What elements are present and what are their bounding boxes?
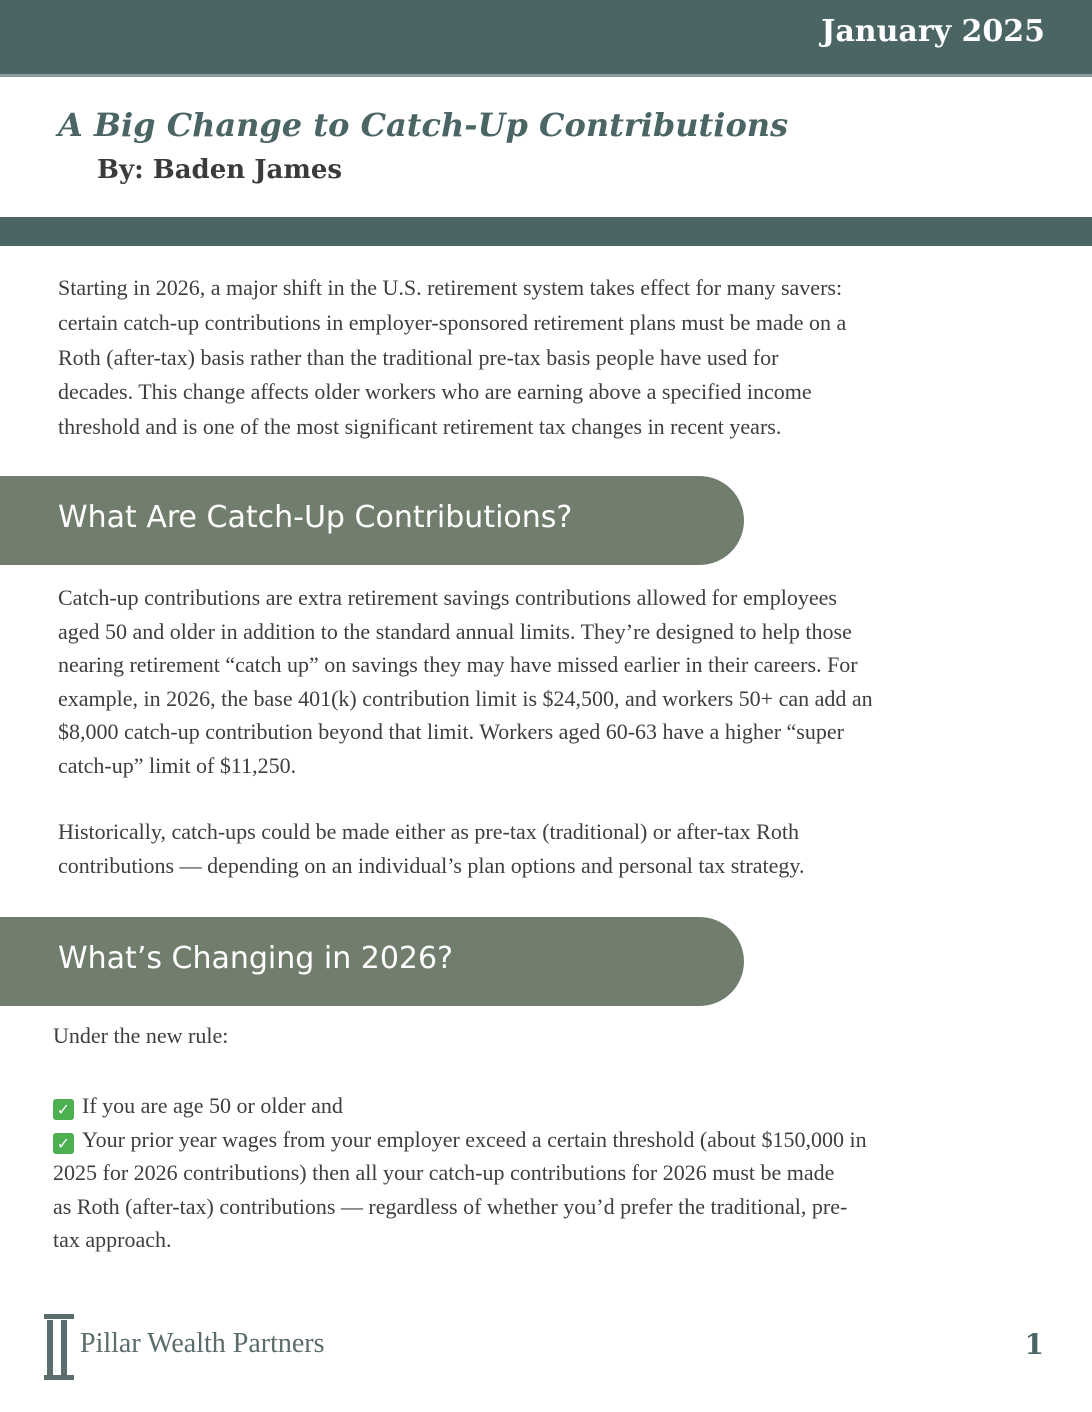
title-divider-band: [0, 217, 1092, 246]
company-logo: [42, 1312, 382, 1382]
new-rule-intro: Under the new rule:: [53, 1023, 229, 1048]
checkmark-icon: ✓: [53, 1099, 74, 1120]
text-line: threshold and is one of the most significant retirement tax changes in recent years.: [58, 414, 782, 440]
text-line: as Roth (after-tax) contributions — regardless of whether you’d prefer the traditional, pre-: [53, 1193, 848, 1219]
text-line: catch-up” limit of $11,250.: [58, 752, 297, 778]
text-line: aged 50 and older in addition to the standard annual limits. They’re designed to help those: [58, 618, 852, 644]
pillar-icon: [42, 1312, 78, 1382]
intro-paragraph: [58, 271, 1018, 445]
header-bar: [0, 0, 1092, 77]
history-paragraph: [58, 815, 1018, 882]
text-line: nearing retirement “catch up” on savings they may have missed earlier in their careers. For: [58, 652, 858, 678]
article-byline: By: Baden James: [97, 155, 343, 185]
text-line: example, in 2026, the base 401(k) contribution limit is $24,500, and workers 50+ can add an: [58, 685, 873, 711]
list-item-text: If you are age 50 or older and: [82, 1093, 343, 1118]
list-item: [53, 1123, 867, 1157]
text-line: Starting in 2026, a major shift in the U.S. retirement system takes effect for many savers:: [58, 275, 843, 300]
section-heading-catch-up: [0, 476, 744, 565]
list-item-text: Your prior year wages from your employer exceed a certain threshold (about $150,000 in: [82, 1126, 867, 1152]
text-line: tax approach.: [53, 1227, 172, 1253]
text-line: Catch-up contributions are extra retirement savings contributions allowed for employees: [58, 585, 837, 610]
page-number: 1: [1024, 1328, 1044, 1361]
section-heading-changes: [0, 917, 744, 1006]
catch-up-paragraph: [58, 581, 1018, 783]
list-item: [53, 1089, 867, 1123]
section-heading-text: What Are Catch-Up Contributions?: [58, 500, 573, 535]
text-line: certain catch-up contributions in employer-sponsored retirement plans must be made on a: [58, 309, 847, 335]
text-line: $8,000 catch-up contribution beyond that limit. Workers aged 60-63 have a higher “super: [58, 719, 844, 745]
text-line: contributions — depending on an individual’s plan options and personal tax strategy.: [58, 852, 805, 878]
text-line: decades. This change affects older workers who are earning above a specified income: [58, 379, 812, 405]
article-title: A Big Change to Catch-Up Contributions: [58, 106, 789, 144]
text-line: Roth (after-tax) basis rather than the traditional pre-tax basis people have used for: [58, 344, 779, 370]
text-line: Historically, catch-ups could be made either as pre-tax (traditional) or after-tax Roth: [58, 819, 799, 844]
issue-date: January 2025: [821, 14, 1045, 49]
text-line: 2025 for 2026 contributions) then all your catch-up contributions for 2026 must be made: [53, 1160, 835, 1186]
company-name: Pillar Wealth Partners: [80, 1328, 325, 1359]
section-heading-text: What’s Changing in 2026?: [58, 941, 454, 976]
rule-checklist: [53, 1089, 867, 1257]
checkmark-icon: ✓: [53, 1133, 74, 1154]
